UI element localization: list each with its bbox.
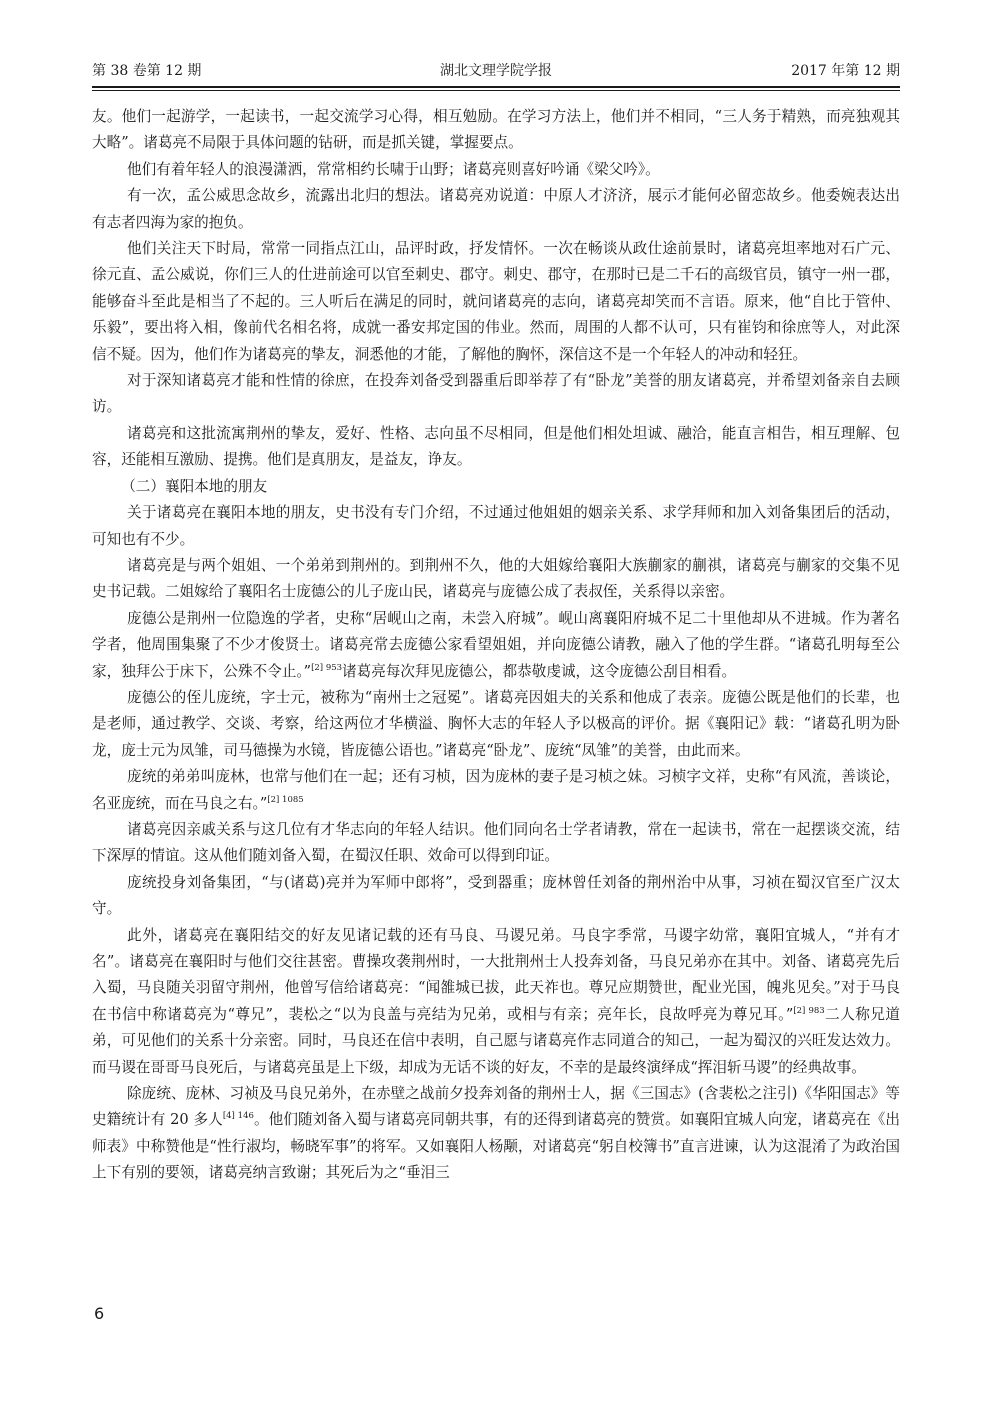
paragraph-text: 此外，诸葛亮在襄阳结交的好友见诸记载的还有马良、马谡兄弟。马良字季常，马谡字幼常，襄阳宜城人，“并有才名”。诸葛亮在襄阳时与他们交往甚密。曹操攻袭荆州时，一大批荆州士人投奔刘备，马良兄弟亦在其中。刘备、诸葛亮先后入蜀，马良随关羽留守荆州，他曾写信给诸葛亮：“闻雒城已拔，此天祚也。尊兄应期赞世，配业光国，魄兆见矣。”对于马良在书信中称诸葛亮为“尊兄”，裴松之“以为良盖与亮结为兄弟，或相与有亲；亮年长，良故呼亮为尊兄耳。” (92, 926, 900, 1023)
header-rule-thin (92, 90, 900, 91)
paragraph-text: 除庞统、庞林、习祯及马良兄弟外，在赤壁之战前夕投奔刘备的荆州士人，据《三国志》(含裴松之注引)《华阳国志》等史籍统计有 20 多人 (92, 1085, 900, 1129)
paragraph (92, 236, 900, 368)
article-body (92, 104, 900, 1187)
paragraph (92, 870, 900, 923)
paragraph-text: 二人称兄道弟，可见他们的关系十分亲密。同时，马良还在信中表明，自己愿与诸葛亮作志同道合的知己，一起为蜀汉的兴旺发达效力。而马谡在哥哥马良死后，与诸葛亮虽是上下级，却成为无话不谈的好友，不幸的是最终演绎成“挥泪斩马谡”的经典故事。 (92, 1005, 900, 1076)
paragraph (92, 685, 900, 764)
paragraph (92, 500, 900, 553)
paragraph (92, 183, 900, 236)
paragraph (92, 764, 900, 817)
paragraph-text: 庞德公的侄儿庞统，字士元，被称为“南州士之冠冕”。诸葛亮因姐夫的关系和他成了表亲。庞德公既是他们的长辈，也是老师，通过教学、交谈、考察，给这两位才华横溢、胸怀大志的年轻人予以极高的评价。据《襄阳记》载：“诸葛孔明为卧龙，庞士元为凤雏，司马德操为水镜，皆庞德公语也。”诸葛亮“卧龙”、庞统“凤雏”的美誉，由此而来。 (92, 688, 900, 759)
paragraph (92, 368, 900, 421)
citation-ref: [2] 953 (311, 662, 343, 673)
paragraph-text: 庞德公是荆州一位隐逸的学者，史称“居岘山之南，未尝入府城”。岘山离襄阳府城不足二十里他却从不进城。作为著名学者，他周围集聚了不少才俊贤士。诸葛亮常去庞德公家看望姐姐，并向庞德公请教，融入了他的学生群。“诸葛孔明每至公家，独拜公于床下，公殊不令止。” (92, 609, 900, 680)
citation-ref: [2] 983 (793, 1005, 825, 1016)
paragraph-text: 他们有着年轻人的浪漫潇洒，常常相约长啸于山野；诸葛亮则喜好吟诵《梁父吟》。 (127, 160, 660, 178)
header-year-issue: 2017 年第 12 期 (791, 63, 900, 79)
paragraph (92, 817, 900, 870)
paragraph-text: 有一次，孟公威思念故乡，流露出北归的想法。诸葛亮劝说道：中原人才济济，展示才能何必留恋故乡。他委婉表达出有志者四海为家的抱负。 (92, 187, 900, 231)
paragraph-text: 诸葛亮是与两个姐姐、一个弟弟到荆州的。到荆州不久，他的大姐嫁给襄阳大族蒯家的蒯祺，诸葛亮与蒯家的交集不见史书记载。二姐嫁给了襄阳名士庞德公的儿子庞山民，诸葛亮与庞德公成了表叔侄，关系得以亲密。 (92, 556, 900, 601)
page-number: 6 (94, 1304, 105, 1323)
paragraph-text: 友。他们一起游学，一起读书，一起交流学习心得，相互勉励。在学习方法上，他们并不相同，“三人务于精熟，而亮独观其大略”。诸葛亮不局限于具体问题的钻研，而是抓关键，掌握要点。 (92, 108, 900, 152)
header-journal-title: 湖北文理学院学报 (440, 63, 552, 79)
paragraph (92, 923, 900, 1081)
paragraph-text: 对于深知诸葛亮才能和性情的徐庶，在投奔刘备受到器重后即举荐了有“卧龙”美誉的朋友诸葛亮，并希望刘备亲自去顾访。 (92, 372, 900, 416)
paragraph-text: 诸葛亮每次拜见庞德公，都恭敬虔诚，这令庞德公刮目相看。 (342, 662, 737, 680)
paragraph (92, 104, 900, 157)
paragraph-text: 诸葛亮和这批流寓荆州的挚友，爱好、性格、志向虽不尽相同，但是他们相处坦诚、融洽，能直言相告，相互理解、包容，还能相互激励、提携。他们是真朋友，是益友，诤友。 (92, 424, 900, 469)
header-volume-issue: 第 38 卷第 12 期 (92, 63, 202, 79)
paragraph (92, 606, 900, 685)
paragraph-text: （二）襄阳本地的朋友 (121, 477, 268, 495)
paragraph-text: 关于诸葛亮在襄阳本地的朋友，史书没有专门介绍，不过通过他姐姐的姻亲关系、求学拜师和加入刘备集团后的活动，可知也有不少。 (92, 504, 900, 548)
paragraph-text: 。他们随刘备入蜀与诸葛亮同朝共事，有的还得到诸葛亮的赞赏。如襄阳宜城人向宠，诸葛亮在《出师表》中称赞他是“性行淑均，畅晓军事”的将军。又如襄阳人杨颙，对诸葛亮“躬自校簿书”直言进谏，认为这混淆了为政治国上下有别的要领，诸葛亮纳言致谢；其死后为之“垂泪三 (92, 1111, 900, 1182)
citation-ref: [4] 146 (222, 1111, 254, 1122)
paragraph (92, 157, 900, 183)
paragraph-text: 他们关注天下时局，常常一同指点江山，品评时政，抒发情怀。一次在畅谈从政仕途前景时，诸葛亮坦率地对石广元、徐元直、孟公威说，你们三人的仕进前途可以官至刺史、郡守。刺史、郡守，在那时已是二千石的高级官员，镇守一州一郡，能够奋斗至此是相当了不起的。三人听后在满足的同时，就问诸葛亮的志向，诸葛亮却笑而不言语。原来，他“自比于管仲、乐毅”，要出将入相，像前代名相名将，成就一番安邦定国的伟业。然而，周围的人都不认可，只有崔钧和徐庶等人，对此深信不疑。因为，他们作为诸葛亮的挚友，洞悉他的才能，了解他的胸怀，深信这不是一个年轻人的冲动和轻狂。 (92, 240, 900, 363)
header-rule-thick (92, 86, 900, 88)
citation-ref: [2] 1085 (267, 794, 304, 805)
paragraph (92, 1081, 900, 1187)
paragraph-text: 诸葛亮因亲戚关系与这几位有才华志向的年轻人结识。他们同向名士学者请教，常在一起读书，常在一起摆谈交流，结下深厚的情谊。这从他们随刘备入蜀，在蜀汉任职、效命可以得到印证。 (92, 820, 900, 865)
section-heading (92, 474, 900, 500)
running-header (92, 58, 900, 84)
paragraph (92, 421, 900, 474)
paragraph-text: 庞统的弟弟叫庞林，也常与他们在一起；还有习桢，因为庞林的妻子是习桢之妹。习桢字文祥，史称“有风流，善谈论，名亚庞统，而在马良之右。” (92, 768, 900, 812)
paragraph-text: 庞统投身刘备集团，“与(诸葛)亮并为军师中郎将”，受到器重；庞林曾任刘备的荆州治中从事，习祯在蜀汉官至广汉太守。 (92, 873, 900, 918)
paragraph (92, 553, 900, 606)
